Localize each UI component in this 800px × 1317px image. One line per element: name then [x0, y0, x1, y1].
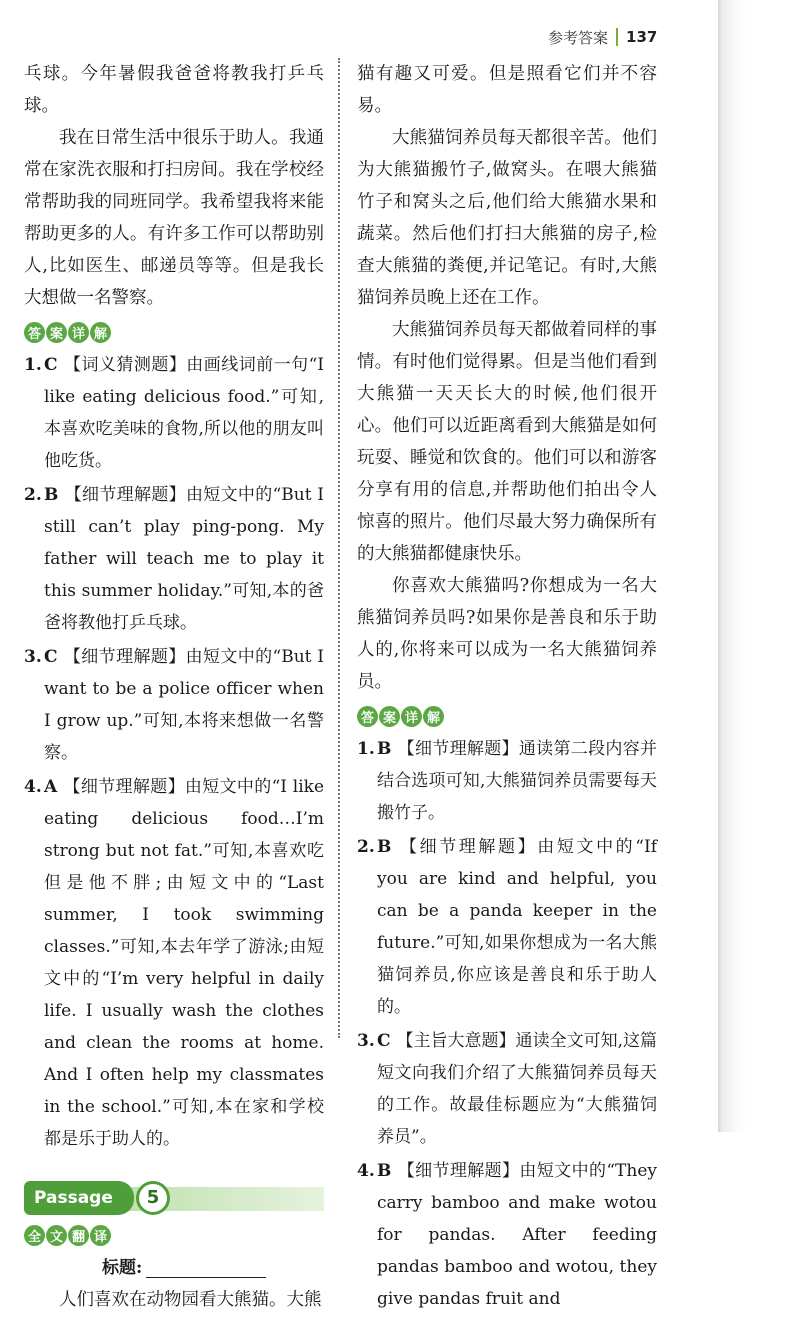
answer-number: 2. — [24, 485, 42, 505]
right-paragraph-2: 大熊猫饲养员每天都很辛苦。他们为大熊猫搬竹子,做窝头。在喂大熊猫竹子和窝头之后,他们给大熊猫水果和蔬菜。然后他们打扫大熊猫的房子,检查大熊猫的粪便,并记笔记。有时,大熊猫饲养员晚上还在工作。 — [357, 128, 657, 308]
title-blank — [146, 1259, 266, 1278]
badge-char: 解 — [423, 706, 444, 727]
answer-letter: B — [44, 485, 59, 505]
page-edge-shadow — [718, 0, 800, 1132]
answer-explanation-badge — [24, 322, 324, 343]
full-translation-badge — [24, 1225, 324, 1246]
left-column — [24, 58, 324, 1316]
answer-text: 【细节理解题】由短文中的“I like eating delicious food…I’m strong but not fat.”可知,本喜欢吃但是他不胖;由短文中的“Last summer, I took swimming classes.”可知,本去年学了游泳;由短文中的“I’m very helpful in daily life. I usually wash the clothes and clean the rooms at home. And I often help my classmates in the school.”可知,本在家和学校都是乐于助人的。 — [44, 777, 324, 1149]
badge-char: 案 — [46, 322, 67, 343]
title-label: 标题: — [102, 1258, 143, 1278]
answer-letter: A — [44, 777, 58, 797]
answer-item — [357, 1155, 657, 1315]
answer-item — [24, 479, 324, 639]
answer-letter: C — [44, 647, 58, 667]
answer-number: 3. — [24, 647, 42, 667]
badge-char: 详 — [68, 322, 89, 343]
answer-text: 【主旨大意题】通读全文可知,这篇短文向我们介绍了大熊猫饲养员每天的工作。故最佳标题应为“大熊猫饲养员”。 — [377, 1031, 657, 1147]
left-paragraph-1: 乓球。今年暑假我爸爸将教我打乒乓球。 — [24, 64, 324, 116]
badge-char: 解 — [90, 322, 111, 343]
page-header — [548, 22, 718, 52]
answer-number: 1. — [24, 355, 42, 375]
answer-text: 【细节理解题】由短文中的“But I still can’t play ping-pong. My father will teach me to play it this summer holiday.”可知,本的爸爸将教他打乒乓球。 — [44, 485, 324, 633]
answer-text: 【细节理解题】由短文中的“They carry bamboo and make wotou for pandas. After feeding pandas bamboo and wotou, they give pandas fruit and — [377, 1161, 657, 1309]
badge-char: 详 — [401, 706, 422, 727]
badge-char: 译 — [90, 1225, 111, 1246]
right-paragraph-1: 猫有趣又可爱。但是照看它们并不容易。 — [357, 64, 657, 116]
badge-char: 全 — [24, 1225, 45, 1246]
right-paragraph-4: 你喜欢大熊猫吗?你想成为一名大熊猫饲养员吗?如果你是善良和乐于助人的,你将来可以成为一名大熊猫饲养员。 — [357, 576, 657, 692]
badge-char: 答 — [357, 706, 378, 727]
answer-letter: B — [377, 1161, 392, 1181]
answer-explanation-badge — [357, 706, 657, 727]
passage-number: 5 — [136, 1181, 170, 1215]
answer-letter: C — [377, 1031, 391, 1051]
answer-item — [24, 349, 324, 477]
header-separator — [616, 28, 618, 46]
answer-number: 4. — [357, 1161, 375, 1181]
answer-number: 2. — [357, 837, 375, 857]
answer-text: 【词义猜测题】由画线词前一句“I like eating delicious food.”可知,本喜欢吃美味的食物,所以他的朋友叫他吃货。 — [44, 355, 324, 471]
answer-item — [357, 1025, 657, 1153]
column-divider — [338, 58, 340, 1038]
answer-letter: C — [44, 355, 58, 375]
answer-item — [24, 641, 324, 769]
answer-text: 【细节理解题】通读第二段内容并结合选项可知,大熊猫饲养员需要每天搬竹子。 — [377, 739, 657, 823]
header-label: 参考答案 — [548, 28, 609, 47]
answer-number: 4. — [24, 777, 42, 797]
answer-text: 【细节理解题】由短文中的“If you are kind and helpful, you can be a panda keeper in the future.”可知,如果你想成为一名大熊猫饲养员,你应该是善良和乐于助人的。 — [377, 837, 657, 1017]
badge-char: 答 — [24, 322, 45, 343]
answer-letter: B — [377, 739, 392, 759]
page-number: 137 — [626, 28, 658, 46]
right-column — [357, 58, 657, 1317]
answer-item — [357, 831, 657, 1023]
answer-number: 1. — [357, 739, 375, 759]
answer-number: 3. — [357, 1031, 375, 1051]
right-paragraph-3: 大熊猫饲养员每天都做着同样的事情。有时他们觉得累。但是当他们看到大熊猫一天天长大的时候,他们很开心。他们可以近距离看到大熊猫是如何玩耍、睡觉和饮食的。他们可以和游客分享有用的信息,并帮助他们拍出令人惊喜的照片。他们尽最大努力确保所有的大熊猫都健康快乐。 — [357, 320, 657, 564]
left-paragraph-3: 人们喜欢在动物园看大熊猫。大熊 — [59, 1290, 322, 1310]
passage-label: Passage — [24, 1181, 134, 1215]
title-line — [24, 1252, 324, 1284]
answer-item — [357, 733, 657, 829]
left-paragraph-2: 我在日常生活中很乐于助人。我通常在家洗衣服和打扫房间。我在学校经常帮助我的同班同学。我希望我将来能帮助更多的人。有许多工作可以帮助别人,比如医生、邮递员等等。但是我长大想做一名警察。 — [24, 128, 324, 308]
badge-char: 案 — [379, 706, 400, 727]
passage-header — [24, 1181, 324, 1215]
answer-letter: B — [377, 837, 392, 857]
answer-text: 【细节理解题】由短文中的“But I want to be a police officer when I grow up.”可知,本将来想做一名警察。 — [44, 647, 324, 763]
badge-char: 文 — [46, 1225, 67, 1246]
answer-item — [24, 771, 324, 1155]
badge-char: 翻 — [68, 1225, 89, 1246]
